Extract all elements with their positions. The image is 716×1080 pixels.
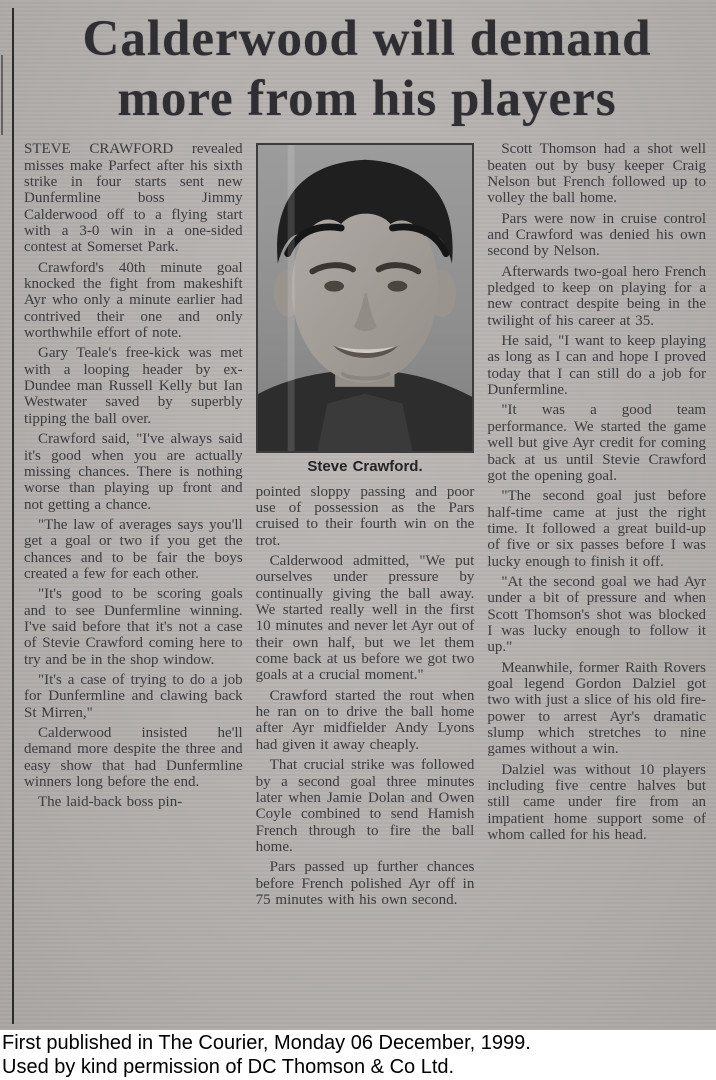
scan-edge-mark — [1, 55, 3, 135]
paragraph: Crawford started the rout when he ran on to drive the ball home after Ayr midfielder Andy Lyons had given it away cheaply. — [255, 687, 475, 753]
paragraph: He said, "I want to keep playing as long as I can and hope I proved today that I can still do a job for Dunfermline. — [487, 333, 707, 399]
column-3 — [487, 141, 706, 912]
paragraph: Gary Teale's free-kick was met with a looping header by ex-Dundee man Russell Kelly but Ian Westwater saved by superbly tipping the ball over. — [24, 345, 243, 427]
paragraph: That crucial strike was followed by a second goal three minutes later when Jamie Dolan and Owen Coyle combined to send Hamish French through to fire the ball home. — [255, 757, 475, 855]
paragraph: Pars were now in cruise control and Crawford was denied his own second by Nelson. — [487, 210, 707, 260]
left-column-rule — [12, 8, 14, 1024]
paragraph: pointed sloppy passing and poor use of possession as the Pars cruised to their fourth win on the trot. — [255, 483, 475, 549]
paragraph: Meanwhile, former Raith Rovers goal legend Gordon Dalziel got two with just a slice of his old fire-power to arrest Ayr's dramatic slump which stretches to nine games without a win. — [487, 659, 707, 758]
article-columns — [0, 133, 716, 912]
paragraph: "The law of averages says you'll get a goal or two if you get the chances and to be fair the boys created a few for each other. — [24, 516, 243, 582]
paragraph: "It's a case of trying to do a job for Dunfermline and clawing back St Mirren," — [24, 671, 243, 721]
paragraph: Dalziel was without 10 players including five centre halves but still came under fire from an impatient home support some of whom called for his head. — [487, 761, 707, 844]
paragraph: STEVE CRAWFORD revealed misses make Parfect after his sixth strike in four starts sent new Dunfermline boss Jimmy Calderwood off to a flying start with a 3-0 win in a one-sided contest at Somerset Park. — [24, 141, 243, 256]
headline-line1: Calderwood will demand — [82, 11, 652, 67]
paragraph: Pars passed up further chances before French polished Ayr off in 75 minutes with his own second. — [255, 859, 475, 908]
paragraph: "At the second goal we had Ayr under a bit of pressure and when Scott Thomson's shot was blocked I was lucky enough to follow it up." — [487, 573, 707, 656]
steve-crawford-photo — [256, 143, 475, 453]
column-2 — [256, 141, 475, 912]
attribution-footer — [0, 1030, 716, 1080]
paragraph: "The second goal just before half-time came at just the right time. It followed a great build-up of five or six passes before I was lucky enough to finish it off. — [487, 488, 707, 570]
paragraph: Crawford said, "I've always said it's good when you are actually missing chances. There is nothing worse than playing up front and not getting a chance. — [24, 431, 243, 513]
paragraph: "It was a good team performance. We started the game well but give Ayr credit for coming back at us until Stevie Crawford got the opening goal. — [487, 402, 707, 484]
paragraph: The laid-back boss pin- — [38, 794, 183, 811]
photo-figure — [256, 143, 475, 475]
footer-line1: First published in The Courier, Monday 06 December, 1999. — [2, 1032, 531, 1054]
column-1 — [24, 141, 243, 912]
paragraph: Afterwards two-goal hero French pledged to keep on playing for a new contract despite being in the twilight of his career at 35. — [487, 263, 707, 329]
footer-line2: Used by kind permission of DC Thomson & Co Ltd. — [2, 1056, 455, 1078]
headline-line2: more from his players — [117, 70, 617, 127]
paragraph: Calderwood insisted he'll demand more despite the three and easy show that had Dunfermline winners long before the end. — [24, 725, 243, 791]
paragraph: "It's good to be scoring goals and to see Dunfermline winning. I've said before that it's not a case of Stevie Crawford coming here to try and be in the shop window. — [24, 586, 243, 668]
paragraph: Crawford's 40th minute goal knocked the fight from makeshift Ayr who only a minute earlier had contrived their one and only worthwhile effort of note. — [24, 259, 243, 342]
photo-caption: Steve Crawford. — [307, 458, 423, 476]
portrait-illustration — [258, 145, 473, 451]
headline — [0, 0, 716, 133]
paragraph: Scott Thomson had a shot well beaten out by busy keeper Craig Nelson but French followed up to volley the ball home. — [487, 141, 707, 207]
paragraph: Calderwood admitted, "We put ourselves under pressure by continually giving the ball away. We started really well in the first 10 minutes and never let Ayr out of their own half, but we let them come back at us before we got two goals at a crucial moment." — [255, 553, 475, 684]
column-2-text — [256, 484, 475, 909]
